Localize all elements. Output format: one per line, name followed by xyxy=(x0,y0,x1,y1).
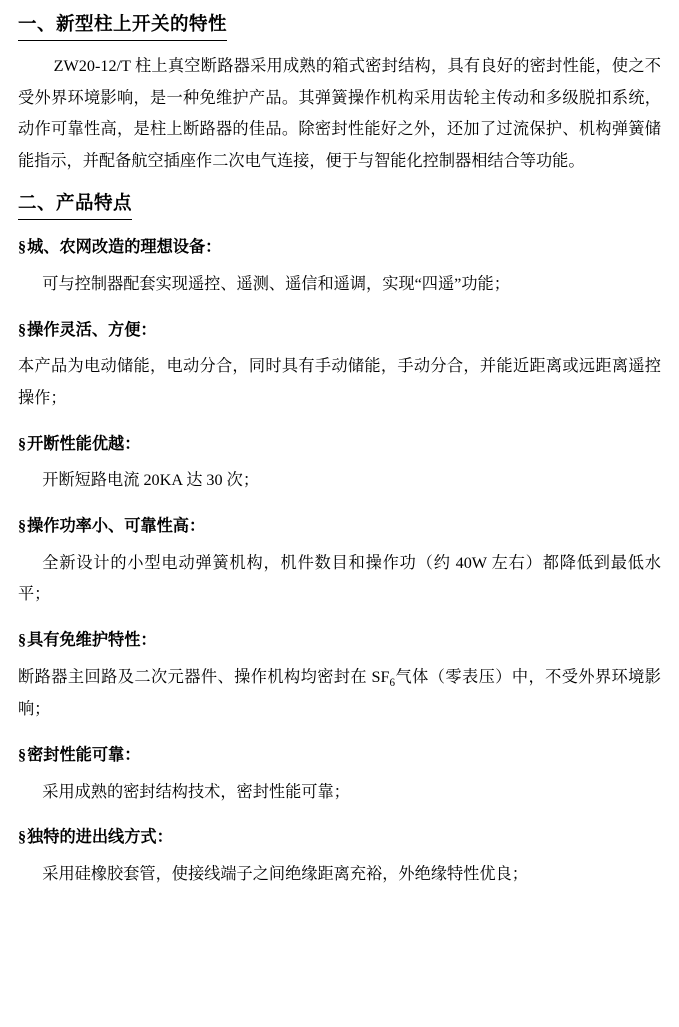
section-marker-icon: § xyxy=(18,238,27,257)
feature-item-4-title xyxy=(18,511,661,542)
section-marker-icon: § xyxy=(18,746,27,765)
section-marker-icon: § xyxy=(18,434,27,453)
feature-item-5-label: 具有免维护特性： xyxy=(27,631,157,649)
feature-item-6-title xyxy=(18,740,661,771)
section-marker-icon: § xyxy=(18,517,27,536)
feature-item-2-title xyxy=(18,315,661,346)
section-2-heading-wrap xyxy=(18,191,661,222)
feature-item-3-label: 开断性能优越： xyxy=(27,434,141,453)
section-1-paragraph: ZW20-12/T 柱上真空断路器采用成熟的箱式密封结构，具有良好的密封性能，使之不受外界环境影响，是一种免维护产品。其弹簧操作机构采用齿轮主传动和多级脱扣系统，动作可靠性高，是柱上断路器的佳品。除密封性能好之外，还加了过流保护、机构弹簧储能指示，并配备航空插座作二次电气连接，便于与智能化控制器相结合等功能。 xyxy=(18,56,661,170)
feature-item-1-body: 可与控制器配套实现遥控、遥测、遥信和遥调，实现“四遥”功能； xyxy=(42,275,510,294)
feature-item-3-title xyxy=(18,429,661,460)
feature-item-4-body: 全新设计的小型电动弹簧机构，机件数目和操作功（约 40W 左右）都降低到最低水平； xyxy=(18,553,661,604)
feature-item-7-label: 独特的进出线方式： xyxy=(27,828,173,847)
feature-item-1-title xyxy=(18,232,661,263)
feature-item-4-label: 操作功率小、可靠性高： xyxy=(27,517,206,536)
section-marker-icon: § xyxy=(18,320,27,339)
section-1-heading-wrap xyxy=(18,12,661,43)
section-marker-icon: § xyxy=(18,828,27,847)
feature-item-6-body: 采用成熟的密封结构技术，密封性能可靠； xyxy=(42,782,350,801)
feature-item-5-body xyxy=(18,662,661,726)
feature-item-1-label: 城、农网改造的理想设备： xyxy=(27,238,222,257)
feature-item-5-body-pre: 断路器主回路及二次元器件、操作机构均密封在 SF xyxy=(18,667,390,686)
feature-item-2-body: 本产品为电动储能，电动分合，同时具有手动储能，手动分合，并能近距离或远距离遥控操作； xyxy=(18,357,661,408)
section-marker-icon: § xyxy=(18,631,27,649)
feature-item-3-body: 开断短路电流 20KA 达 30 次； xyxy=(42,471,260,490)
feature-item-2-label: 操作灵活、方便： xyxy=(27,320,157,339)
feature-item-5-body-subscript: 6 xyxy=(389,677,396,690)
feature-item-5-body-post: 气体（零表压）中，不受外界环境影响； xyxy=(18,667,661,719)
section-1-heading: 一、新型柱上开关的特性 xyxy=(18,12,227,41)
feature-item-6-label: 密封性能可靠： xyxy=(27,746,141,765)
feature-item-5-title xyxy=(18,625,661,656)
section-2-heading: 二、产品特点 xyxy=(18,191,132,220)
feature-item-7-body: 采用硅橡胶套管，使接线端子之间绝缘距离充裕，外绝缘特性优良； xyxy=(42,865,528,884)
feature-item-7-title xyxy=(18,822,661,853)
